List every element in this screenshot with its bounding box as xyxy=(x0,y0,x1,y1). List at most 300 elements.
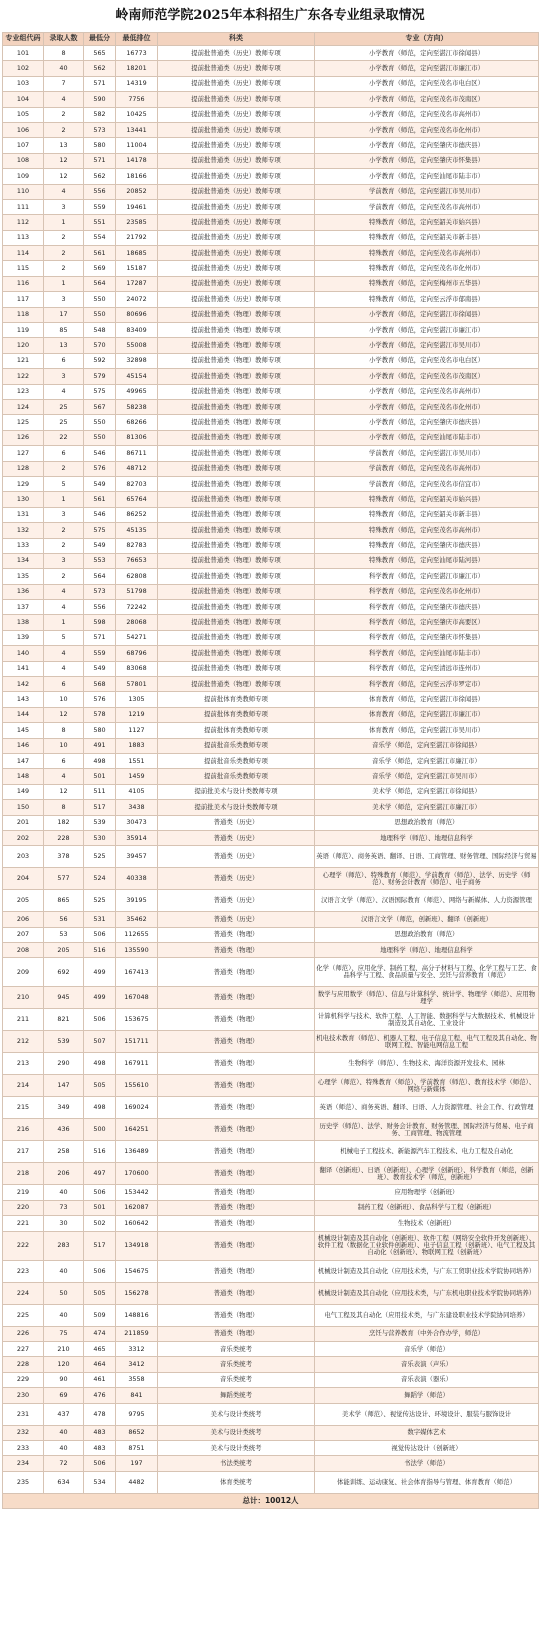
min-rank-cell: 39195 xyxy=(116,890,158,912)
table-row xyxy=(3,912,539,927)
min-rank-cell: 169024 xyxy=(116,1097,158,1119)
table-row xyxy=(3,1216,539,1231)
table-row xyxy=(3,46,539,61)
admitted-count-cell: 6 xyxy=(44,446,84,461)
category-cell: 提前批体育类教师专项 xyxy=(158,692,315,707)
table-row xyxy=(3,184,539,199)
major-cell: 特殊教育（师范，定向至韶关市始兴县） xyxy=(315,492,539,507)
min-score-cell: 550 xyxy=(84,307,116,322)
major-cell: 机械电子工程技术、新能源汽车工程技术、电力工程及自动化 xyxy=(315,1141,539,1163)
category-cell: 提前批普通类（物理）教师专项 xyxy=(158,553,315,568)
group-code-cell: 123 xyxy=(3,384,44,399)
table-row xyxy=(3,107,539,122)
table-row xyxy=(3,507,539,522)
group-code-cell: 212 xyxy=(3,1031,44,1053)
min-rank-cell: 167911 xyxy=(116,1053,158,1075)
major-cell: 小学教育（师范，定向至湛江市廉江市） xyxy=(315,61,539,76)
table-row xyxy=(3,1031,539,1053)
table-row xyxy=(3,230,539,245)
major-cell: 体育教育（师范，定向至湛江市廉江市） xyxy=(315,707,539,722)
min-score-cell: 483 xyxy=(84,1441,116,1456)
category-cell: 音乐类统考 xyxy=(158,1357,315,1372)
group-code-cell: 227 xyxy=(3,1342,44,1357)
min-score-cell: 509 xyxy=(84,1304,116,1326)
admitted-count-cell: 12 xyxy=(44,784,84,799)
min-score-cell: 517 xyxy=(84,1231,116,1260)
major-cell: 思想政治教育（师范） xyxy=(315,927,539,942)
admitted-count-cell: 72 xyxy=(44,1456,84,1471)
admitted-count-cell: 205 xyxy=(44,943,84,958)
table-row xyxy=(3,1141,539,1163)
admitted-count-cell: 206 xyxy=(44,1163,84,1185)
table-row xyxy=(3,1185,539,1200)
min-score-cell: 565 xyxy=(84,46,116,61)
admitted-count-cell: 2 xyxy=(44,261,84,276)
min-score-cell: 511 xyxy=(84,784,116,799)
category-cell: 提前批普通类（物理）教师专项 xyxy=(158,307,315,322)
category-cell: 提前批普通类（历史）教师专项 xyxy=(158,107,315,122)
group-code-cell: 226 xyxy=(3,1326,44,1341)
min-rank-cell: 167048 xyxy=(116,987,158,1009)
table-row xyxy=(3,846,539,868)
min-rank-cell: 83068 xyxy=(116,661,158,676)
category-cell: 普通类（历史） xyxy=(158,846,315,868)
group-code-cell: 104 xyxy=(3,92,44,107)
min-score-cell: 549 xyxy=(84,538,116,553)
admitted-count-cell: 1 xyxy=(44,276,84,291)
category-cell: 提前批美术与设计类教师专项 xyxy=(158,800,315,815)
group-code-cell: 224 xyxy=(3,1282,44,1304)
category-cell: 普通类（历史） xyxy=(158,815,315,830)
admitted-count-cell: 3 xyxy=(44,507,84,522)
category-cell: 普通类（历史） xyxy=(158,912,315,927)
table-row xyxy=(3,553,539,568)
table-row xyxy=(3,1372,539,1387)
admitted-count-cell: 13 xyxy=(44,338,84,353)
table-row xyxy=(3,215,539,230)
table-row xyxy=(3,353,539,368)
admitted-count-cell: 436 xyxy=(44,1119,84,1141)
min-rank-cell: 81306 xyxy=(116,430,158,445)
min-score-cell: 524 xyxy=(84,868,116,890)
table-row xyxy=(3,1231,539,1260)
category-cell: 舞蹈类统考 xyxy=(158,1388,315,1403)
table-row xyxy=(3,384,539,399)
admitted-count-cell: 210 xyxy=(44,1342,84,1357)
group-code-cell: 111 xyxy=(3,199,44,214)
admitted-count-cell: 6 xyxy=(44,353,84,368)
category-cell: 美术与设计类统考 xyxy=(158,1425,315,1440)
major-cell: 机电技术教育（师范）、机器人工程、电子信息工程、电气工程及其自动化、物联网工程、智能电网信息工程 xyxy=(315,1031,539,1053)
group-code-cell: 208 xyxy=(3,943,44,958)
table-row xyxy=(3,569,539,584)
min-rank-cell: 3312 xyxy=(116,1342,158,1357)
admitted-count-cell: 40 xyxy=(44,1304,84,1326)
major-cell: 数字媒体艺术 xyxy=(315,1425,539,1440)
min-score-cell: 582 xyxy=(84,107,116,122)
min-score-cell: 564 xyxy=(84,569,116,584)
admitted-count-cell: 40 xyxy=(44,1425,84,1440)
group-code-cell: 127 xyxy=(3,446,44,461)
category-cell: 普通类（物理） xyxy=(158,1200,315,1215)
table-row xyxy=(3,292,539,307)
major-cell: 学前教育（师范，定向至湛江市吴川市） xyxy=(315,184,539,199)
group-code-cell: 146 xyxy=(3,738,44,753)
category-cell: 普通类（物理） xyxy=(158,1216,315,1231)
min-score-cell: 502 xyxy=(84,1216,116,1231)
min-score-cell: 559 xyxy=(84,199,116,214)
category-cell: 普通类（物理） xyxy=(158,1119,315,1141)
category-cell: 提前批普通类（历史）教师专项 xyxy=(158,169,315,184)
major-cell: 小学教育（师范，定向至汕尾市陆丰市） xyxy=(315,169,539,184)
admitted-count-cell: 2 xyxy=(44,107,84,122)
table-row xyxy=(3,927,539,942)
min-score-cell: 483 xyxy=(84,1425,116,1440)
min-rank-cell: 10425 xyxy=(116,107,158,122)
major-cell: 特殊教育（师范，定向至茂名市高州市） xyxy=(315,523,539,538)
table-row xyxy=(3,890,539,912)
min-score-cell: 474 xyxy=(84,1326,116,1341)
min-rank-cell: 153442 xyxy=(116,1185,158,1200)
admitted-count-cell: 13 xyxy=(44,138,84,153)
min-rank-cell: 18201 xyxy=(116,61,158,76)
min-score-cell: 580 xyxy=(84,138,116,153)
major-cell: 美术学（师范，定向至湛江市徐闻县） xyxy=(315,784,539,799)
major-cell: 生物科学（师范）、生物技术、海洋资源开发技术、园林 xyxy=(315,1053,539,1075)
min-rank-cell: 112655 xyxy=(116,927,158,942)
min-rank-cell: 86252 xyxy=(116,507,158,522)
category-cell: 音乐类统考 xyxy=(158,1342,315,1357)
category-cell: 提前批普通类（物理）教师专项 xyxy=(158,461,315,476)
major-cell: 小学教育（师范，定向至湛江市吴川市） xyxy=(315,338,539,353)
group-code-cell: 128 xyxy=(3,461,44,476)
major-cell: 机械设计制造及其自动化（应用技术类，与广东机电职业技术学院协同培养） xyxy=(315,1282,539,1304)
min-rank-cell: 134918 xyxy=(116,1231,158,1260)
min-rank-cell: 164251 xyxy=(116,1119,158,1141)
category-cell: 提前批普通类（物理）教师专项 xyxy=(158,661,315,676)
admitted-count-cell: 182 xyxy=(44,815,84,830)
group-code-cell: 145 xyxy=(3,723,44,738)
table-row xyxy=(3,61,539,76)
group-code-cell: 109 xyxy=(3,169,44,184)
admitted-count-cell: 22 xyxy=(44,430,84,445)
table-row xyxy=(3,987,539,1009)
table-row xyxy=(3,169,539,184)
page-title: 岭南师范学院2025年本科招生广东各专业组录取情况 xyxy=(115,8,425,23)
admitted-count-cell: 50 xyxy=(44,1282,84,1304)
table-row xyxy=(3,523,539,538)
table-body xyxy=(3,46,539,1494)
group-code-cell: 223 xyxy=(3,1260,44,1282)
admitted-count-cell: 73 xyxy=(44,1200,84,1215)
min-score-cell: 571 xyxy=(84,153,116,168)
table-row xyxy=(3,1471,539,1493)
min-score-cell: 497 xyxy=(84,1163,116,1185)
table-row xyxy=(3,122,539,137)
major-cell: 学前教育（师范，定向至茂名市高州市） xyxy=(315,461,539,476)
table-row xyxy=(3,261,539,276)
category-cell: 提前批普通类（物理）教师专项 xyxy=(158,584,315,599)
group-code-cell: 148 xyxy=(3,769,44,784)
admitted-count-cell: 147 xyxy=(44,1075,84,1097)
min-score-cell: 505 xyxy=(84,1075,116,1097)
min-score-cell: 580 xyxy=(84,723,116,738)
min-rank-cell: 58238 xyxy=(116,399,158,414)
min-rank-cell: 8652 xyxy=(116,1425,158,1440)
category-cell: 提前批普通类（物理）教师专项 xyxy=(158,323,315,338)
table-row xyxy=(3,1200,539,1215)
table-row xyxy=(3,430,539,445)
category-cell: 普通类（历史） xyxy=(158,868,315,890)
min-rank-cell: 135590 xyxy=(116,943,158,958)
table-row xyxy=(3,723,539,738)
min-score-cell: 569 xyxy=(84,261,116,276)
major-cell: 美术学（师范）、视觉传达设计、环境设计、服装与服饰设计 xyxy=(315,1403,539,1425)
table-row xyxy=(3,1282,539,1304)
min-score-cell: 550 xyxy=(84,415,116,430)
min-score-cell: 505 xyxy=(84,1282,116,1304)
group-code-cell: 233 xyxy=(3,1441,44,1456)
min-rank-cell: 1305 xyxy=(116,692,158,707)
group-code-cell: 129 xyxy=(3,476,44,491)
major-cell: 小学教育（师范，定向至茂名市茂南区） xyxy=(315,92,539,107)
major-cell: 小学教育（师范，定向至茂名市化州市） xyxy=(315,122,539,137)
min-score-cell: 498 xyxy=(84,753,116,768)
category-cell: 提前批普通类（物理）教师专项 xyxy=(158,677,315,692)
min-score-cell: 562 xyxy=(84,61,116,76)
group-code-cell: 130 xyxy=(3,492,44,507)
major-cell: 科学教育（师范，定向至云浮市罗定市） xyxy=(315,677,539,692)
min-rank-cell: 1219 xyxy=(116,707,158,722)
min-score-cell: 525 xyxy=(84,846,116,868)
group-code-cell: 201 xyxy=(3,815,44,830)
table-row xyxy=(3,830,539,845)
major-cell: 翻译（创新班）、日语（创新班）、心理学（创新班）、科学教育（师范，创新班）、教育技术学（师范，创新班） xyxy=(315,1163,539,1185)
min-score-cell: 476 xyxy=(84,1388,116,1403)
min-score-cell: 564 xyxy=(84,276,116,291)
group-code-cell: 230 xyxy=(3,1388,44,1403)
table-row xyxy=(3,199,539,214)
min-rank-cell: 1883 xyxy=(116,738,158,753)
min-score-cell: 525 xyxy=(84,890,116,912)
table-row xyxy=(3,815,539,830)
table-row xyxy=(3,753,539,768)
admitted-count-cell: 2 xyxy=(44,538,84,553)
table-row xyxy=(3,1357,539,1372)
table-row xyxy=(3,1456,539,1471)
category-cell: 提前批普通类（物理）教师专项 xyxy=(158,338,315,353)
major-cell: 特殊教育（师范，定向至茂名市化州市） xyxy=(315,261,539,276)
min-rank-cell: 86711 xyxy=(116,446,158,461)
table-row xyxy=(3,446,539,461)
admitted-count-cell: 4 xyxy=(44,584,84,599)
table-row xyxy=(3,369,539,384)
group-code-cell: 150 xyxy=(3,800,44,815)
min-rank-cell: 155610 xyxy=(116,1075,158,1097)
admitted-count-cell: 8 xyxy=(44,46,84,61)
group-code-cell: 132 xyxy=(3,523,44,538)
min-score-cell: 548 xyxy=(84,323,116,338)
min-score-cell: 554 xyxy=(84,230,116,245)
category-cell: 提前批体育类教师专项 xyxy=(158,707,315,722)
major-cell: 科学教育（师范，定向至肇庆市怀集县） xyxy=(315,630,539,645)
table-row xyxy=(3,92,539,107)
major-cell: 小学教育（师范，定向至湛江市徐闻县） xyxy=(315,307,539,322)
category-cell: 普通类（物理） xyxy=(158,1326,315,1341)
min-rank-cell: 167413 xyxy=(116,958,158,987)
admitted-count-cell: 5 xyxy=(44,630,84,645)
major-cell: 小学教育（师范，定向至茂名市电白区） xyxy=(315,76,539,91)
table-row xyxy=(3,646,539,661)
admitted-count-cell: 8 xyxy=(44,800,84,815)
min-score-cell: 531 xyxy=(84,912,116,927)
admitted-count-cell: 3 xyxy=(44,292,84,307)
min-score-cell: 575 xyxy=(84,384,116,399)
group-code-cell: 137 xyxy=(3,600,44,615)
min-rank-cell: 62808 xyxy=(116,569,158,584)
col-header-min-score: 最低分 xyxy=(84,33,116,46)
table-row xyxy=(3,943,539,958)
table-row xyxy=(3,538,539,553)
group-code-cell: 118 xyxy=(3,307,44,322)
min-score-cell: 517 xyxy=(84,800,116,815)
min-rank-cell: 68266 xyxy=(116,415,158,430)
table-row xyxy=(3,661,539,676)
major-cell: 学前教育（师范，定向至湛江市吴川市） xyxy=(315,446,539,461)
category-cell: 提前批美术与设计类教师专项 xyxy=(158,784,315,799)
category-cell: 提前批普通类（历史）教师专项 xyxy=(158,261,315,276)
min-score-cell: 561 xyxy=(84,246,116,261)
min-score-cell: 579 xyxy=(84,369,116,384)
admitted-count-cell: 4 xyxy=(44,769,84,784)
min-rank-cell: 14319 xyxy=(116,76,158,91)
min-score-cell: 571 xyxy=(84,76,116,91)
group-code-cell: 117 xyxy=(3,292,44,307)
major-cell: 特殊教育（师范，定向至肇庆市德庆县） xyxy=(315,538,539,553)
min-rank-cell: 13441 xyxy=(116,122,158,137)
min-rank-cell: 3558 xyxy=(116,1372,158,1387)
min-rank-cell: 32898 xyxy=(116,353,158,368)
min-rank-cell: 68796 xyxy=(116,646,158,661)
group-code-cell: 131 xyxy=(3,507,44,522)
min-score-cell: 592 xyxy=(84,353,116,368)
admitted-count-cell: 12 xyxy=(44,153,84,168)
group-code-cell: 207 xyxy=(3,927,44,942)
admitted-count-cell: 69 xyxy=(44,1388,84,1403)
admitted-count-cell: 228 xyxy=(44,830,84,845)
major-cell: 特殊教育（师范，定向至茂名市高州市） xyxy=(315,246,539,261)
admitted-count-cell: 40 xyxy=(44,1441,84,1456)
min-rank-cell: 3438 xyxy=(116,800,158,815)
total-row xyxy=(3,1493,539,1508)
table-row xyxy=(3,1260,539,1282)
admitted-count-cell: 577 xyxy=(44,868,84,890)
category-cell: 提前批音乐类教师专项 xyxy=(158,769,315,784)
table-row xyxy=(3,1097,539,1119)
major-cell: 小学教育（师范，定向至茂名市电白区） xyxy=(315,353,539,368)
admitted-count-cell: 1 xyxy=(44,615,84,630)
min-score-cell: 464 xyxy=(84,1357,116,1372)
min-rank-cell: 54271 xyxy=(116,630,158,645)
major-cell: 特殊教育（师范，定向至韶关市新丰县） xyxy=(315,230,539,245)
admitted-count-cell: 75 xyxy=(44,1326,84,1341)
group-code-cell: 106 xyxy=(3,122,44,137)
group-code-cell: 231 xyxy=(3,1403,44,1425)
min-score-cell: 550 xyxy=(84,430,116,445)
category-cell: 体育类统考 xyxy=(158,1471,315,1493)
min-score-cell: 573 xyxy=(84,584,116,599)
min-rank-cell: 24072 xyxy=(116,292,158,307)
major-cell: 小学教育（师范，定向至茂名市化州市） xyxy=(315,399,539,414)
major-cell: 学前教育（师范，定向至茂名市信宜市） xyxy=(315,476,539,491)
min-rank-cell: 49965 xyxy=(116,384,158,399)
min-score-cell: 576 xyxy=(84,692,116,707)
min-score-cell: 506 xyxy=(84,927,116,942)
min-rank-cell: 55008 xyxy=(116,338,158,353)
major-cell: 小学教育（师范，定向至茂名市高州市） xyxy=(315,107,539,122)
group-code-cell: 220 xyxy=(3,1200,44,1215)
admitted-count-cell: 10 xyxy=(44,738,84,753)
table-row xyxy=(3,1326,539,1341)
min-score-cell: 561 xyxy=(84,492,116,507)
min-rank-cell: 162087 xyxy=(116,1200,158,1215)
group-code-cell: 144 xyxy=(3,707,44,722)
category-cell: 提前批普通类（历史）教师专项 xyxy=(158,153,315,168)
min-score-cell: 568 xyxy=(84,677,116,692)
min-score-cell: 539 xyxy=(84,815,116,830)
major-cell: 小学教育（师范，定向至汕尾市陆丰市） xyxy=(315,430,539,445)
group-code-cell: 202 xyxy=(3,830,44,845)
major-cell: 小学教育（师范，定向至肇庆市德庆县） xyxy=(315,415,539,430)
major-cell: 小学教育（师范，定向至肇庆市怀集县） xyxy=(315,153,539,168)
min-score-cell: 549 xyxy=(84,476,116,491)
min-score-cell: 499 xyxy=(84,987,116,1009)
total-count: 总计：10012人 xyxy=(3,1493,539,1508)
group-code-cell: 204 xyxy=(3,868,44,890)
category-cell: 普通类（物理） xyxy=(158,1260,315,1282)
group-code-cell: 219 xyxy=(3,1185,44,1200)
group-code-cell: 140 xyxy=(3,646,44,661)
min-score-cell: 506 xyxy=(84,1260,116,1282)
major-cell: 舞蹈学（师范） xyxy=(315,1388,539,1403)
min-rank-cell: 18685 xyxy=(116,246,158,261)
min-rank-cell: 170600 xyxy=(116,1163,158,1185)
min-rank-cell: 11004 xyxy=(116,138,158,153)
min-rank-cell: 28068 xyxy=(116,615,158,630)
table-row xyxy=(3,461,539,476)
table-row xyxy=(3,707,539,722)
admitted-count-cell: 1 xyxy=(44,492,84,507)
min-rank-cell: 21792 xyxy=(116,230,158,245)
category-cell: 提前批普通类（物理）教师专项 xyxy=(158,600,315,615)
group-code-cell: 114 xyxy=(3,246,44,261)
admission-table xyxy=(2,32,539,1509)
min-score-cell: 534 xyxy=(84,1471,116,1493)
group-code-cell: 112 xyxy=(3,215,44,230)
admitted-count-cell: 85 xyxy=(44,323,84,338)
admitted-count-cell: 2 xyxy=(44,122,84,137)
major-cell: 小学教育（师范，定向至茂名市高州市） xyxy=(315,384,539,399)
major-cell: 电气工程及其自动化（应用技术类，与广东建设职业技术学院协同培养） xyxy=(315,1304,539,1326)
category-cell: 提前批普通类（物理）教师专项 xyxy=(158,399,315,414)
table-row xyxy=(3,784,539,799)
min-rank-cell: 48712 xyxy=(116,461,158,476)
admitted-count-cell: 40 xyxy=(44,1185,84,1200)
min-score-cell: 553 xyxy=(84,553,116,568)
category-cell: 提前批普通类（物理）教师专项 xyxy=(158,646,315,661)
group-code-cell: 139 xyxy=(3,630,44,645)
min-rank-cell: 841 xyxy=(116,1388,158,1403)
